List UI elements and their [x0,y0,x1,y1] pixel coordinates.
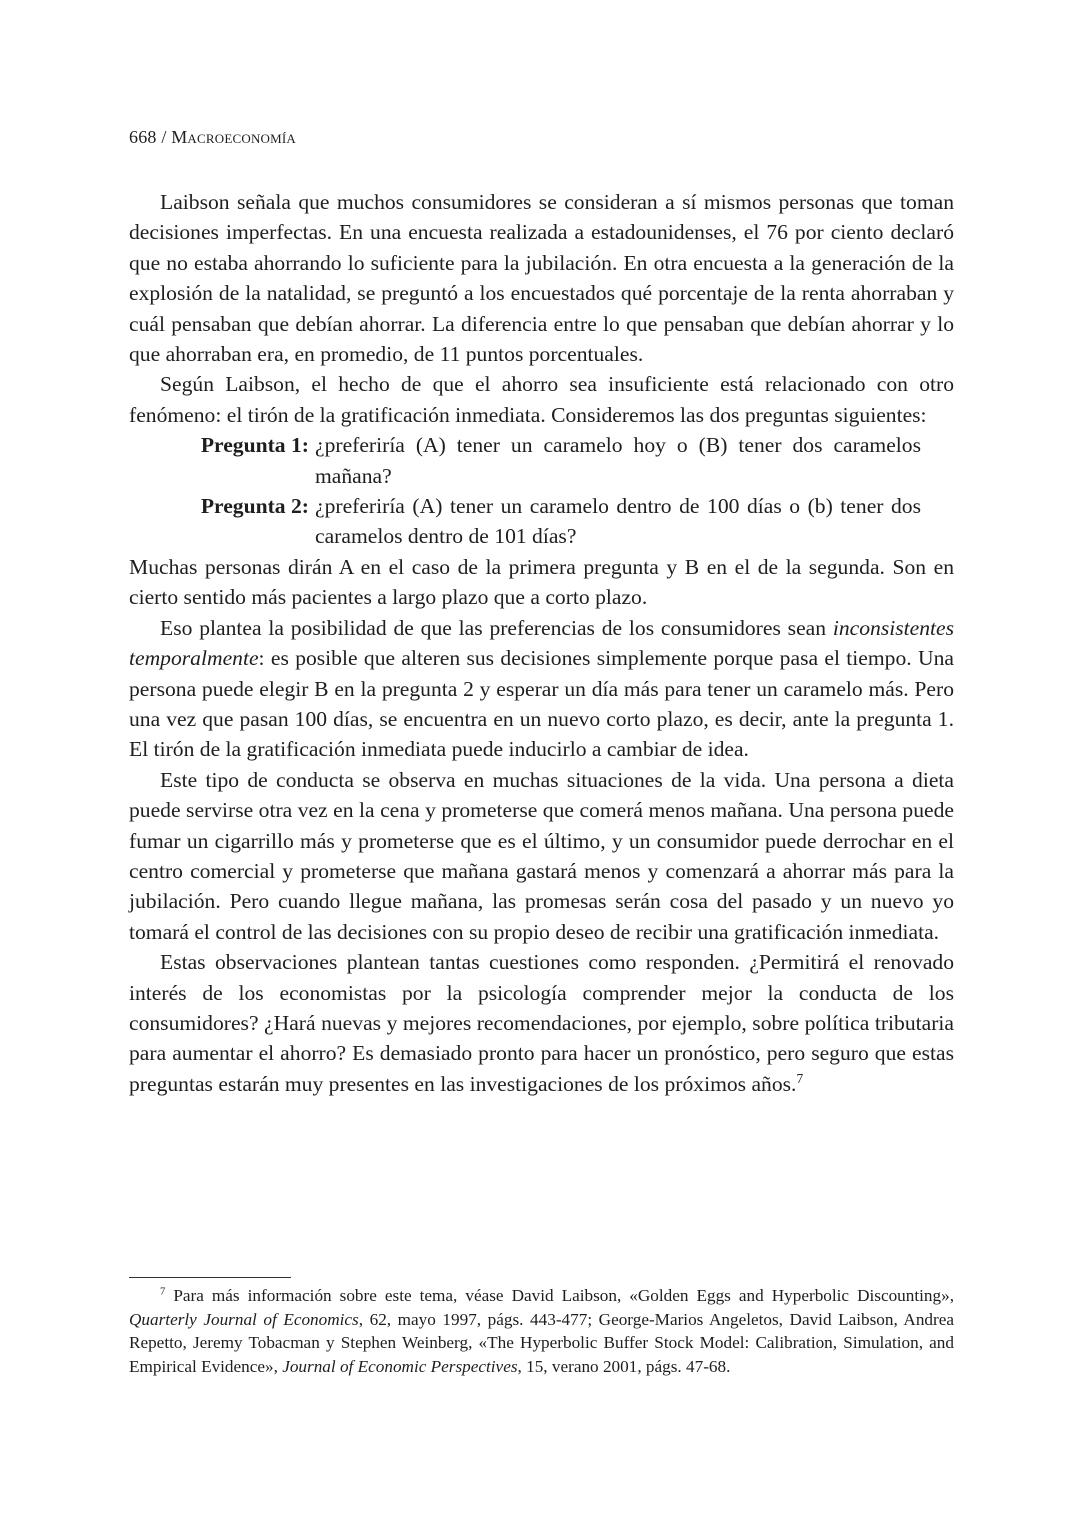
question-label: Pregunta 2: [200,494,309,519]
question-text: ¿preferiría (A) tener un caramelo dentro de 100 días o (b) tener dos caramelos dentro de 101 días? [315,494,921,549]
footnote-part: , 62, mayo 1997, págs. 443-477; George-Marios Angeletos, David Laibson, Andrea Repetto, Jeremy Tobacman y Stephen Weinberg, «The Hyperbolic Buffer Stock Model: Calibration, Simulation, and Empirical Evidence», [129,1309,954,1376]
footnote [129,1284,954,1378]
question-text: ¿preferiría (A) tener un caramelo hoy o (B) tener dos caramelos mañana? [315,433,921,488]
paragraph-behavior: Este tipo de conducta se observa en muchas situaciones de la vida. Una persona a dieta puede servirse otra vez en la cena y prometerse que comerá menos mañana. Una persona puede fumar un cigarrillo más y prometerse que es el último, y un consumidor puede derrochar en el centro comercial y prometerse que mañana gastará menos y comenzará a ahorrar más para la jubilación. Pero cuando llegue mañana, las promesas serán cosa del pasado y un nuevo yo tomará el control de las decisiones con su propio deseo de recibir una gratificación inmediata. [129,767,954,944]
paragraph-final [129,947,954,1099]
paragraph-laibson: Según Laibson, el hecho de que el ahorro sea insuficiente está relacionado con otro fenómeno: el tirón de la gratificación inmediata. Consideremos las dos preguntas siguientes: [129,372,954,427]
journal-title: Quarterly Journal of Economics [129,1309,359,1329]
footnote-text [129,1284,954,1378]
paragraph-survey: Laibson señala que muchos consumidores se consideran a sí mismos personas que toman decisiones imperfectas. En una encuesta realizada a estadounidenses, el 76 por ciento declaró que no estaba ahorrando lo suficiente para la jubilación. En otra encuesta a la generación de la explosión de la natalidad, se preguntó a los encuestados qué porcentaje de la renta ahorraban y cuál pensaban que debían ahorrar. La diferencia entre lo que pensaban que debían ahorrar y lo que ahorraban era, en promedio, de 11 puntos porcentuales. [129,190,954,367]
page-number: 668 [129,127,157,147]
running-head-separator: / [161,127,167,147]
emphasis-term: inconsistentes temporalmente [129,615,954,671]
journal-title: Journal of Economic Perspectives [282,1356,518,1376]
paragraph-rest: : es posible que alteren sus decisiones simplemente porque pasa el tiempo. Una persona puede elegir B en la pregunta 2 y esperar un día más para tener un caramelo más. Pero una vez que pasan 100 días, se encuentra en un nuevo corto plazo, es decir, ante la pregunta 1. El tirón de la gratificación inmediata puede inducirlo a cambiar de idea. [129,646,954,762]
paragraph-inconsistent [129,613,954,765]
paragraph-after-questions: Muchas personas dirán A en el caso de la primera pregunta y B en el de la segunda. Son en cierto sentido más pacientes a largo plazo que a corto plazo. [129,554,954,610]
footnote-reference[interactable]: 7 [796,1070,804,1086]
body-text [129,187,954,1099]
paragraph-lead: Eso plantea la posibilidad de que las preferencias de los consumidores sean [160,615,833,640]
section-title: Macroeconomía [171,127,296,147]
running-head [129,127,296,148]
footnote-part: Para más información sobre este tema, véase David Laibson, «Golden Eggs and Hyperbolic Discounting», [173,1286,954,1305]
footnote-number: 7 [160,1286,166,1298]
question-1 [129,430,954,491]
question-label: Pregunta 1: [200,433,309,458]
footnote-part: , 15, verano 2001, págs. 47-68. [517,1356,731,1376]
footnote-divider [129,1277,291,1278]
question-2 [129,491,954,552]
paragraph-final-text: Estas observaciones plantean tantas cuestiones como responden. ¿Permitirá el renovado interés de los economistas por la psicología comprender mejor la conducta de los consumidores? ¿Hará nuevas y mejores recomendaciones, por ejemplo, sobre política tributaria para aumentar el ahorro? Es demasiado pronto para hacer un pronóstico, pero seguro que estas preguntas estarán muy presentes en las investigaciones de los próximos años. [129,950,954,1096]
